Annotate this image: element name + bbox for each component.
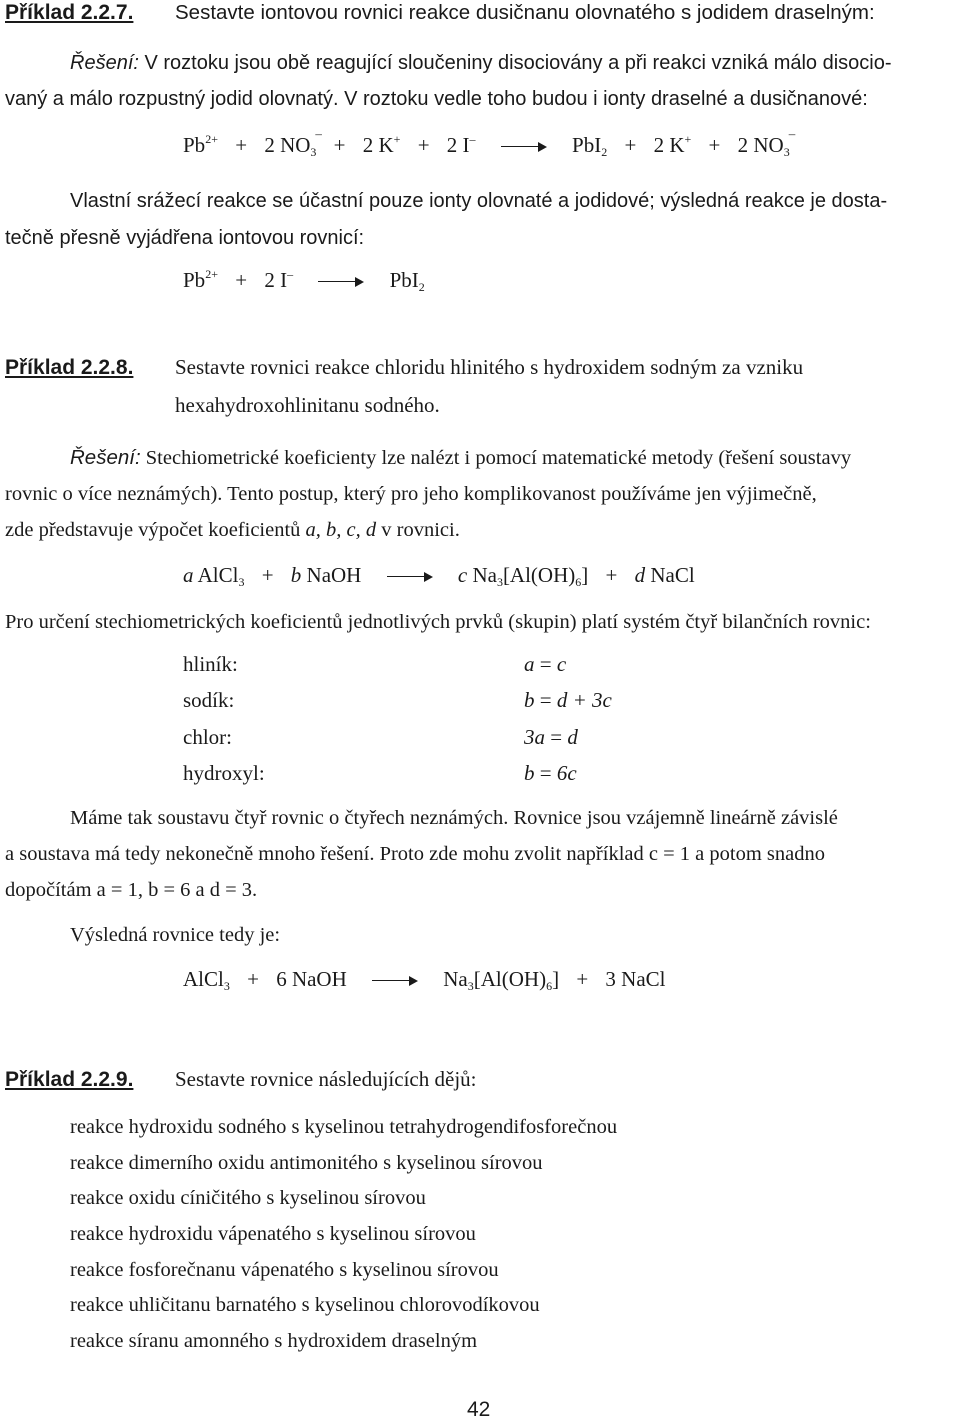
- balance-label: chlor:: [183, 725, 232, 749]
- subscript: 3: [467, 979, 474, 993]
- paragraph-line-1: Máme tak soustavu čtyř rovnic o čtyřech neznámých. Rovnice jsou vzájemně lineárně závislé: [70, 807, 838, 829]
- solution-text: Stechiometrické koeficienty lze nalézt i pomocí matematické metody (řešení soustavy: [145, 447, 852, 469]
- general-equation: [183, 563, 695, 589]
- plus-sign: +: [708, 133, 721, 157]
- plus-sign: +: [333, 133, 346, 157]
- coefficient: 2: [264, 268, 275, 292]
- charge: 2+: [205, 132, 218, 146]
- equals-sign: =: [539, 688, 552, 712]
- solution-label: Řešení:: [70, 446, 141, 469]
- lhs: a: [524, 652, 535, 676]
- balance-intro: Pro určení stechiometrických koeficientů jednotlivých prvků (skupin) platí systém čtyř bilančních rovnic:: [5, 611, 871, 633]
- subscript: 3: [783, 145, 790, 159]
- list-item: reakce fosforečnanu vápenatého s kyselinou sírovou: [70, 1259, 499, 1281]
- text-line-2: tečně přesně vyjádřena iontovou rovnicí:: [5, 227, 365, 249]
- lead-symbol: Pb: [183, 133, 206, 157]
- solution-8-line-1: [70, 448, 851, 469]
- solution-8-line-3: [5, 520, 460, 541]
- coefficient: 2: [446, 133, 458, 157]
- rhs: d + 3c: [556, 688, 612, 712]
- reaction-arrow-icon: [318, 277, 364, 287]
- coefficient: 2: [653, 133, 665, 157]
- bracket: ]: [552, 967, 560, 991]
- coef-a: a: [183, 563, 194, 587]
- coef-b: b: [290, 563, 302, 587]
- example-task-8-line-1: Sestavte rovnici reakce chloridu hlinitého s hydroxidem sodným za vzniku: [175, 355, 804, 379]
- balance-label: sodík:: [183, 688, 235, 712]
- solution-text: V roztoku jsou obě reagující sloučeniny disociovány a při reakci vzniká málo disocio-: [144, 52, 892, 74]
- subscript: 3: [310, 145, 317, 159]
- potassium-symbol: K: [669, 133, 685, 157]
- coefficient: 3: [605, 967, 616, 991]
- example-task-8-line-2: hexahydroxohlinitanu sodného.: [175, 393, 440, 417]
- rhs: 6c: [556, 761, 577, 785]
- variables: a, b, c, d: [305, 519, 377, 541]
- sodium-symbol: Na: [443, 967, 468, 991]
- charge: –: [788, 126, 796, 141]
- plus-sign: +: [247, 967, 259, 991]
- lhs: b: [524, 761, 535, 785]
- list-item: reakce hydroxidu vápenatého s kyselinou sírovou: [70, 1223, 476, 1245]
- example-task-7: Sestavte iontovou rovnici reakce dusičnanu olovnatého s jodidem draselným:: [175, 1, 875, 24]
- plus-sign: +: [624, 133, 637, 157]
- example-heading-8: Příklad 2.2.8.: [5, 356, 134, 379]
- plus-sign: +: [417, 133, 430, 157]
- coefficient: 2: [362, 133, 374, 157]
- solution-label: Řešení:: [70, 52, 139, 74]
- ionic-equation-net: [183, 267, 425, 294]
- plus-sign: +: [605, 563, 618, 587]
- balance-equation: [524, 654, 566, 675]
- subscript: 3: [496, 575, 503, 589]
- reaction-arrow-icon: [372, 976, 418, 986]
- lhs: 3a: [524, 725, 545, 749]
- nitrate-symbol: NO: [753, 133, 784, 157]
- potassium-symbol: K: [378, 133, 394, 157]
- coefficient: 2: [264, 133, 275, 157]
- lead-iodide-symbol: PbI: [389, 268, 419, 292]
- paragraph-line-3: dopočítám a = 1, b = 6 a d = 3.: [5, 879, 258, 901]
- list-item: reakce dimerního oxidu antimonitého s kyselinou sírovou: [70, 1152, 543, 1174]
- coef-d: d: [634, 563, 646, 587]
- list-item: reakce oxidu cíničitého s kyselinou sírovou: [70, 1187, 426, 1209]
- text-line-1: Vlastní srážecí reakce se účastní pouze ionty olovnaté a jodidové; výsledná reakce je dosta-: [70, 190, 888, 212]
- lead-symbol: Pb: [183, 268, 206, 292]
- aluminate: [Al(OH): [502, 563, 576, 587]
- charge: +: [684, 132, 692, 146]
- nitrate-symbol: NO: [280, 133, 311, 157]
- balance-label: hliník:: [183, 652, 238, 676]
- lead-iodide-symbol: PbI: [572, 133, 602, 157]
- aluminate: [Al(OH): [473, 967, 547, 991]
- result-label: Výsledná rovnice tedy je:: [70, 924, 281, 946]
- iodide-symbol: I: [462, 133, 470, 157]
- list-item: reakce uhličitanu barnatého s kyselinou chlorovodíkovou: [70, 1294, 540, 1316]
- aluminium-chloride: AlCl: [183, 967, 224, 991]
- solution-line-2: vaný a málo rozpustný jodid olovnatý. V roztoku vedle toho budou i ionty draselné a dusičnanové:: [5, 88, 868, 110]
- charge: –: [315, 126, 322, 141]
- rhs: c: [556, 652, 567, 676]
- reaction-arrow-icon: [387, 572, 433, 582]
- ionic-equation-full: [183, 126, 796, 159]
- solution-line-1: [70, 53, 892, 73]
- example-heading-9: Příklad 2.2.9.: [5, 1068, 134, 1091]
- sodium-symbol: Na: [472, 563, 497, 587]
- reaction-arrow-icon: [501, 142, 547, 152]
- plus-sign: +: [576, 967, 589, 991]
- equals-sign: =: [550, 725, 563, 749]
- sodium-hydroxide: NaOH: [306, 563, 362, 587]
- charge: +: [393, 132, 401, 146]
- nitrate-ion: [280, 126, 322, 159]
- bracket: ]: [581, 563, 589, 587]
- balance-label: hydroxyl:: [183, 761, 265, 785]
- plus-sign: +: [235, 133, 248, 157]
- charge: –: [469, 132, 476, 146]
- page-number: 42: [467, 1398, 491, 1421]
- equals-sign: =: [539, 652, 552, 676]
- plus-sign: +: [261, 563, 274, 587]
- example-heading-7: Příklad 2.2.7.: [5, 1, 134, 24]
- subscript: 3: [223, 979, 230, 993]
- text: v rovnici.: [376, 519, 460, 541]
- subscript: 3: [238, 575, 245, 589]
- coefficient: 2: [737, 133, 749, 157]
- equals-sign: =: [539, 761, 552, 785]
- final-equation: [183, 967, 666, 993]
- subscript: 6: [546, 979, 553, 993]
- rhs: d: [567, 725, 578, 749]
- solution-8-line-2: rovnic o více neznámých). Tento postup, který pro jeho komplikovanost používáme jen výjimečně,: [5, 483, 817, 505]
- sodium-chloride: NaCl: [621, 967, 666, 991]
- list-item: reakce síranu amonného s hydroxidem draselným: [70, 1330, 478, 1352]
- plus-sign: +: [235, 268, 248, 292]
- example-task-9: Sestavte rovnice následujících dějů:: [175, 1067, 477, 1091]
- iodide-symbol: I: [280, 268, 288, 292]
- coefficient: 6: [276, 967, 287, 991]
- sodium-hydroxide: NaOH: [291, 967, 347, 991]
- subscript: 6: [575, 575, 582, 589]
- balance-equation: [524, 690, 612, 711]
- aluminium-chloride: AlCl: [197, 563, 239, 587]
- coef-c: c: [457, 563, 468, 587]
- sodium-chloride: NaCl: [650, 563, 695, 587]
- list-item: reakce hydroxidu sodného s kyselinou tetrahydrogendifosforečnou: [70, 1116, 618, 1138]
- paragraph-line-2: a soustava má tedy nekonečně mnoho řešení. Proto zde mohu zvolit například c = 1 a potom snadno: [5, 843, 825, 865]
- subscript: 2: [601, 145, 608, 159]
- charge: –: [287, 267, 294, 281]
- charge: 2+: [205, 267, 218, 281]
- nitrate-ion: [753, 126, 796, 159]
- lhs: b: [524, 688, 535, 712]
- text: zde představuje výpočet koeficientů: [5, 519, 306, 541]
- subscript: 2: [418, 280, 425, 294]
- balance-equation: [524, 727, 578, 748]
- balance-equation: [524, 763, 577, 784]
